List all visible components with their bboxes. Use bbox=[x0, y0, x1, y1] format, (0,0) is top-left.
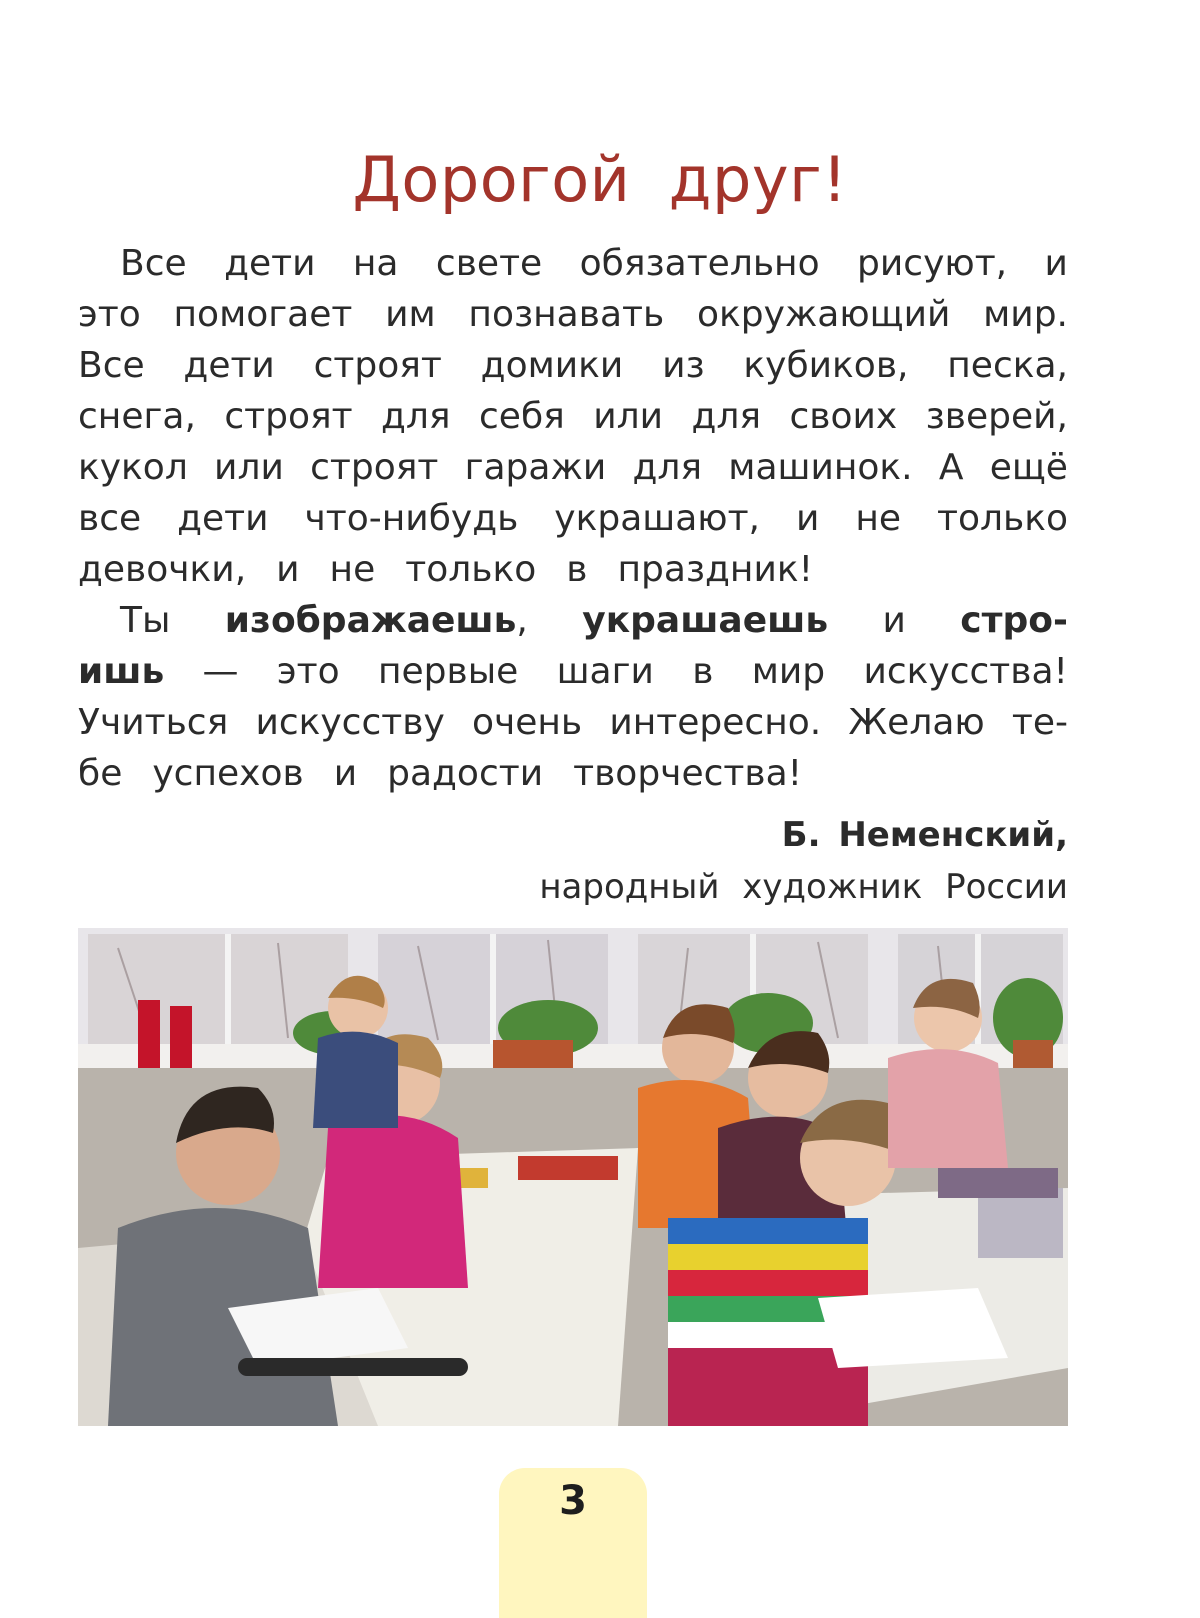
page-number: 3 bbox=[559, 1478, 587, 1524]
text-line: бе успехов и радости творчества! bbox=[78, 753, 803, 794]
text-line: девочки, и не только в праздник! bbox=[78, 549, 814, 590]
text-line: это помогает им познавать окружающий мир. bbox=[78, 294, 1068, 335]
text-line: Все дети строят домики из кубиков, песка, bbox=[78, 345, 1068, 386]
keyword-decorate: украшаешь bbox=[582, 600, 829, 641]
keyword-draw: изображаешь bbox=[224, 600, 517, 641]
classroom-photo bbox=[78, 928, 1068, 1426]
signature-role: народный художник России bbox=[539, 867, 1068, 907]
page-title: Дорогой друг! bbox=[352, 143, 848, 216]
text-line: Все дети на свете обязательно рисуют, и bbox=[120, 243, 1068, 284]
text-line: снега, строят для себя или для своих зверей, bbox=[78, 396, 1068, 437]
body-text bbox=[78, 238, 1068, 799]
signature-author: Б. Неменский, bbox=[781, 815, 1068, 855]
text-line: все дети что-нибудь украшают, и не только bbox=[78, 498, 1068, 539]
text-line: кукол или строят гаражи для машинок. А ещё bbox=[78, 447, 1068, 488]
text-line: ишь — это первые шаги в мир искусства! bbox=[78, 651, 1068, 692]
text-line: Ты изображаешь, украшаешь и стро- bbox=[78, 595, 1068, 646]
page-number-tab bbox=[499, 1468, 647, 1618]
keyword-build: стро- bbox=[960, 600, 1068, 641]
text-line: Учиться искусству очень интересно. Желаю те- bbox=[78, 702, 1068, 743]
